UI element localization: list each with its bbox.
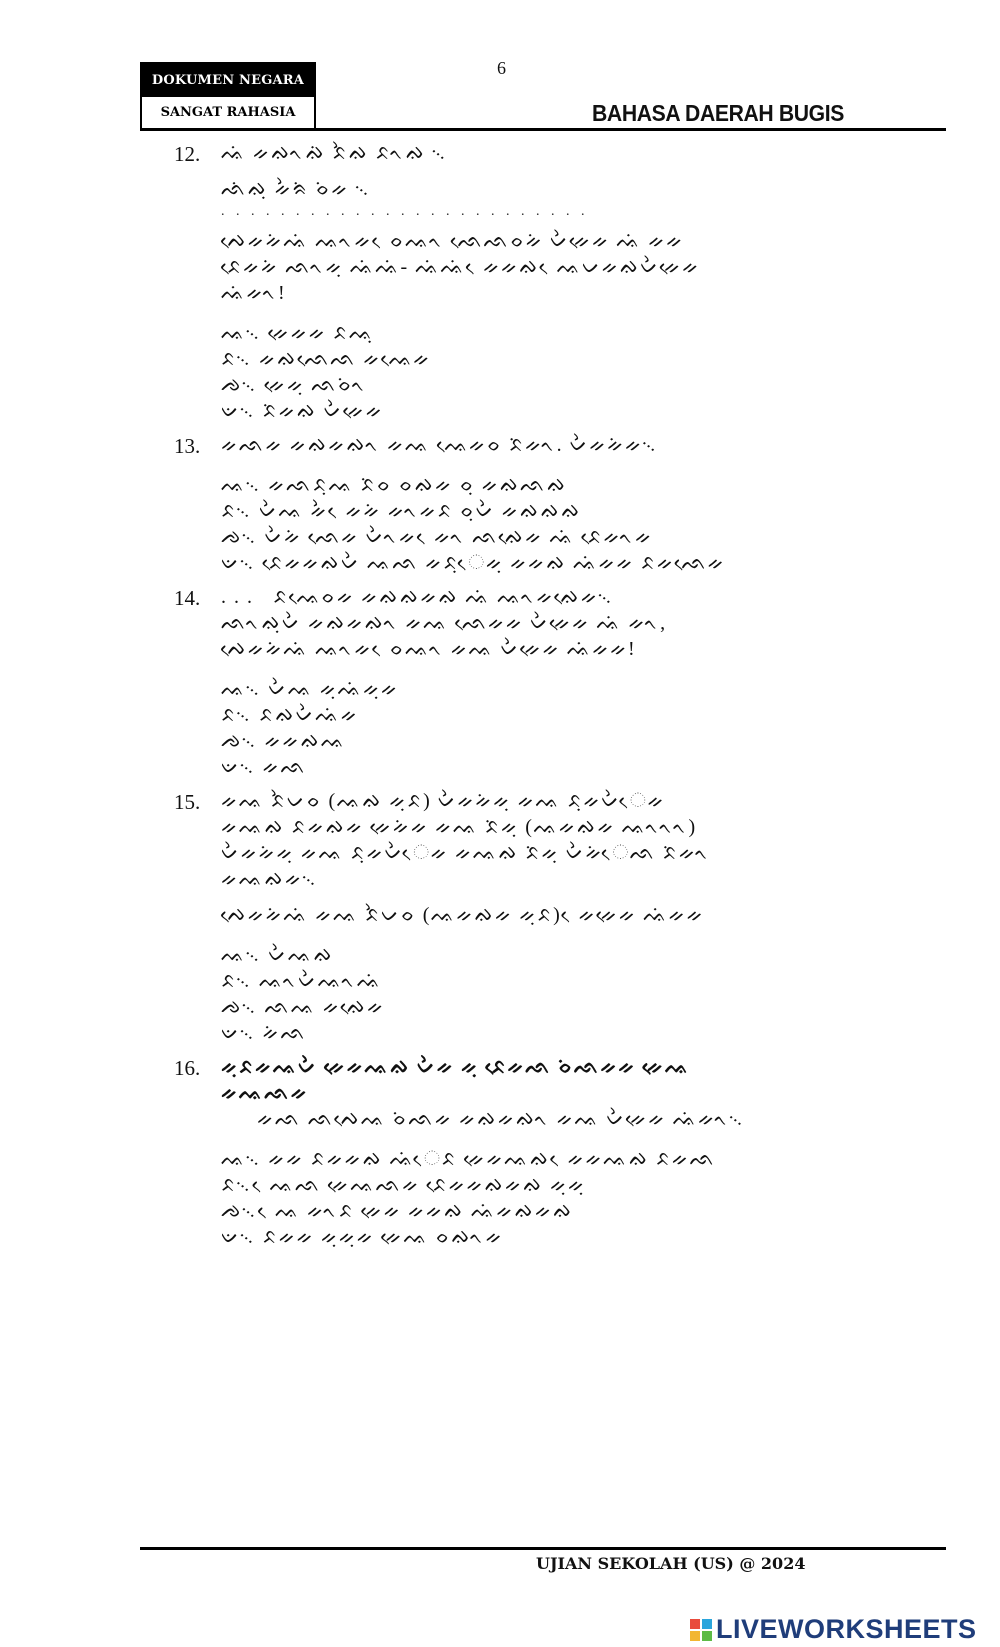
question-body: [221, 1054, 874, 1250]
document-title: BAHASA DAERAH BUGIS: [592, 100, 845, 126]
question-text-line: ᨀᨕᨁᨀ᨞: [221, 868, 319, 890]
classification-bottom: SANGAT RAHASIA: [142, 97, 314, 128]
question-number: 14.: [174, 586, 201, 610]
answer-option[interactable]: ᨕ᨞ ᨆᨛᨕᨁ: [221, 944, 334, 966]
classification-top: DOKUMEN NEGARA: [142, 64, 314, 97]
spacer: [221, 892, 874, 902]
spacer: [221, 1132, 874, 1142]
question-text-line: ᨀᨕᨁ ᨅᨀᨁᨀ ᨀᨙᨀᨗᨀ ᨀᨕ ᨅᨗᨀᨘ (ᨕᨀᨁᨀ ᨕᨚᨚᨚ): [221, 816, 697, 838]
answer-option[interactable]: ᨉ᨞ ᨅᨀᨀ ᨀᨘᨀᨘᨀ ᨀᨙᨕ ᨔᨁᨚᨀ: [221, 1226, 504, 1248]
logo-square: [702, 1619, 712, 1629]
answer-option[interactable]: ᨕ᨞ ᨀᨒᨅᨘᨕ ᨅᨗᨔ ᨔᨁᨀ ᨔᨘ ᨀᨁᨒᨁ: [221, 474, 568, 496]
question-number: 16.: [174, 1056, 201, 1080]
answer-option[interactable]: ᨉ᨞ ᨅᨗᨀᨁ ᨆᨛᨀᨙᨀ: [221, 400, 384, 422]
spacer: [221, 458, 874, 468]
spacer: [221, 928, 874, 938]
question-14: [174, 584, 874, 780]
question-text-line: ᨀᨘᨅᨀᨕᨆᨛ ᨀᨙᨀᨕᨁ ᨆᨛᨀ ᨀᨘ ᨅᨙᨀᨒ ᨔᨗᨒᨀᨀ ᨀᨙᨕ: [221, 1056, 691, 1078]
answer-option[interactable]: ᨅ᨞ ᨅᨁᨆᨛᨕᨗᨀ: [221, 704, 359, 726]
answer-option[interactable]: ᨌ᨞ ᨒᨕ ᨀᨁᨙᨀ: [221, 996, 385, 1018]
answer-option[interactable]: ᨅ᨞ ᨙᨕᨒ ᨀᨙᨕᨒᨀ ᨅᨙᨀᨀᨁᨀᨁ ᨀᨘᨀᨘ: [221, 1174, 586, 1196]
answer-option[interactable]: ᨕ᨞ ᨀᨀ ᨅᨀᨀᨁ ᨕᨗᨙᨅ ᨀᨙᨀᨕᨁ ᨙᨀᨀᨕᨁ ᨅᨀᨒ: [221, 1148, 717, 1170]
answer-option[interactable]: ᨉ᨞ ᨀᨒ: [221, 756, 307, 778]
question-text-line: ᨕᨗᨀᨚ!: [221, 282, 287, 304]
footer-text: UJIAN SEKOLAH (US) @ 2024: [536, 1554, 806, 1573]
question-16: [174, 1054, 874, 1250]
question-15: [174, 788, 874, 1046]
question-body: [221, 432, 874, 576]
logo-square: [690, 1631, 700, 1641]
question-text-line: ᨀᨕᨒᨀ: [221, 1082, 309, 1104]
answer-option[interactable]: ᨉ᨞ ᨀᨗᨒ: [221, 1022, 307, 1044]
liveworksheets-text: LIVEWORKSHEETS: [716, 1614, 977, 1644]
answer-options: [221, 320, 874, 424]
question-number: 13.: [174, 434, 201, 458]
question-body: [221, 788, 874, 1046]
liveworksheets-icon: [690, 1619, 712, 1641]
spacer: [221, 662, 874, 672]
answer-option[interactable]: ᨅ᨞ ᨕᨚᨆᨛᨕᨚᨕᨗ: [221, 970, 383, 992]
spacer: [221, 306, 874, 316]
logo-square: [690, 1619, 700, 1629]
question-12: [174, 140, 874, 424]
header-rule: [140, 128, 946, 131]
answer-option[interactable]: ᨉ᨞ ᨅᨙᨀᨀᨁᨆᨛ ᨕᨒ ᨀᨅᨘᨙᨀᨘ ᨀᨀᨁ ᨕᨗᨀᨀ ᨅᨀᨒᨙᨀ: [221, 552, 726, 574]
question-text-line: ᨀᨒᨀ ᨀᨁᨀᨁᨚ ᨀᨕ ᨕᨙᨀᨔ ᨅᨗᨀᨚ. ᨆᨛᨀᨀᨗᨀ᨞: [221, 434, 659, 456]
question-text-line: ᨀᨕ ᨅᨛᨆᨔ (ᨕᨁ ᨀᨘᨅ) ᨆᨛᨀᨀᨗᨀᨘ ᨀᨕ ᨅᨘᨀᨆᨛᨙᨀ: [221, 790, 666, 812]
question-text-line: ᨄᨙᨀᨀᨗᨕᨗ ᨀᨕ ᨅᨛᨆᨔ (ᨕᨀᨁᨀ ᨀᨘᨅ) ᨙᨀᨀᨙᨀ ᨕᨗᨀᨀ: [221, 904, 705, 926]
questions-container: [174, 140, 874, 1258]
question-text-line: ᨄᨙᨀᨀᨗᨕᨗ ᨕᨚᨀ ᨙᨔᨕᨚ ᨒᨙᨒᨔᨀᨗ ᨆᨛᨀᨙᨀ ᨕᨗ ᨀᨀ: [221, 230, 685, 252]
question-text-line: ᨀᨒ ᨒᨄᨙᨕ ᨔᨗᨒᨀ ᨀᨁᨀᨁᨚ ᨀᨕ ᨆᨛᨀᨙᨀ ᨕᨗᨀᨚ᨞: [257, 1108, 746, 1130]
answer-option[interactable]: ᨌ᨞ ᨀᨙᨀᨘ ᨒᨔᨗᨚ: [221, 374, 368, 396]
question-text-line: ᨄᨙᨀᨀᨗᨕᨗ ᨕᨚᨀ ᨙᨔᨕᨚ ᨀᨕ ᨆᨛᨀᨙᨀ ᨕᨗᨀᨀ!: [221, 638, 637, 660]
question-text-line: ᨆᨛᨀᨀᨗᨀᨘ ᨀᨕ ᨅᨘᨀᨆᨛᨙᨀ ᨀᨕᨁ ᨅᨗᨀᨘ ᨆᨛᨀᨗᨙᨒ ᨅᨗᨀᨚ: [221, 842, 711, 864]
question-body: [221, 140, 874, 424]
answer-option[interactable]: ᨕ᨞ ᨆᨛᨕ ᨀᨘᨕᨗᨀᨘᨀ: [221, 678, 399, 700]
answer-option[interactable]: ᨌ᨞ ᨆᨛᨀᨗ ᨒᨙᨀ ᨆᨛᨚᨀ ᨙᨀᨚ ᨒᨁᨙᨀ ᨕᨗ ᨅᨙᨀᨚᨀ: [221, 526, 653, 548]
answer-options: [221, 676, 874, 780]
question-text-line: ᨒᨚᨁᨘᨆᨛ ᨀᨁᨀᨁᨚ ᨀᨕ ᨒᨙᨀᨀ ᨆᨛᨀᨙᨀ ᨕᨗ ᨀᨚ,: [221, 612, 667, 634]
answer-option[interactable]: ᨅ᨞ ᨀᨁᨒᨙᨒ ᨀᨕᨙᨀ: [221, 348, 431, 370]
spacer: [221, 166, 874, 176]
answer-option[interactable]: ᨕ᨞ ᨀᨙᨀᨀ ᨅᨕᨘ: [221, 322, 375, 344]
classification-box: [140, 62, 316, 130]
answer-option[interactable]: ᨅ᨞ ᨆᨛᨕ ᨀᨛ ᨙᨀᨀᨗ ᨀᨚᨀᨅ ᨔᨘᨆᨛ ᨀᨁᨁᨁ: [221, 500, 582, 522]
question-number: 12.: [174, 142, 201, 166]
answer-options: [221, 472, 874, 576]
question-text-line: ᨅᨙᨀᨀᨗ ᨒᨚᨀᨘ ᨕᨗᨕᨗ- ᨕᨗᨕᨗ ᨙᨀᨀᨁ ᨙᨕᨆᨀᨁᨆᨛᨀᨙᨀ: [221, 256, 701, 278]
question-body: [221, 584, 874, 780]
liveworksheets-logo[interactable]: [690, 1614, 977, 1645]
question-text-line: ᨒᨗᨁᨘ ᨀᨛᨑᨗ ᨔᨗᨀ ᨞: [221, 178, 372, 200]
question-text-line: ᨕᨗ ᨀᨁᨚᨁᨗ ᨅᨛᨁ ᨅᨚᨁ ᨞: [221, 142, 448, 164]
answer-blank: . . . . . . . . . . . . . . . . . . . . . . . . .: [221, 204, 589, 219]
question-13: [174, 432, 874, 576]
page-number: 6: [497, 58, 506, 78]
footer-rule: [140, 1547, 946, 1550]
logo-square: [702, 1631, 712, 1641]
question-number: 15.: [174, 790, 201, 814]
answer-options: [221, 942, 874, 1046]
answer-options: [221, 1146, 874, 1250]
answer-option[interactable]: ᨌ᨞ ᨙᨕ ᨀᨚᨅ ᨀᨙᨀ ᨀᨀᨁ ᨕᨗᨀᨁᨀᨁ: [221, 1200, 574, 1222]
question-text-line: . . . ᨅᨕᨙᨔᨀ ᨀᨁᨁᨀᨁ ᨕᨗ ᨕᨚᨀᨁᨙᨀ᨞: [221, 586, 615, 608]
answer-option[interactable]: ᨌ᨞ ᨀᨀᨁᨕ: [221, 730, 347, 752]
